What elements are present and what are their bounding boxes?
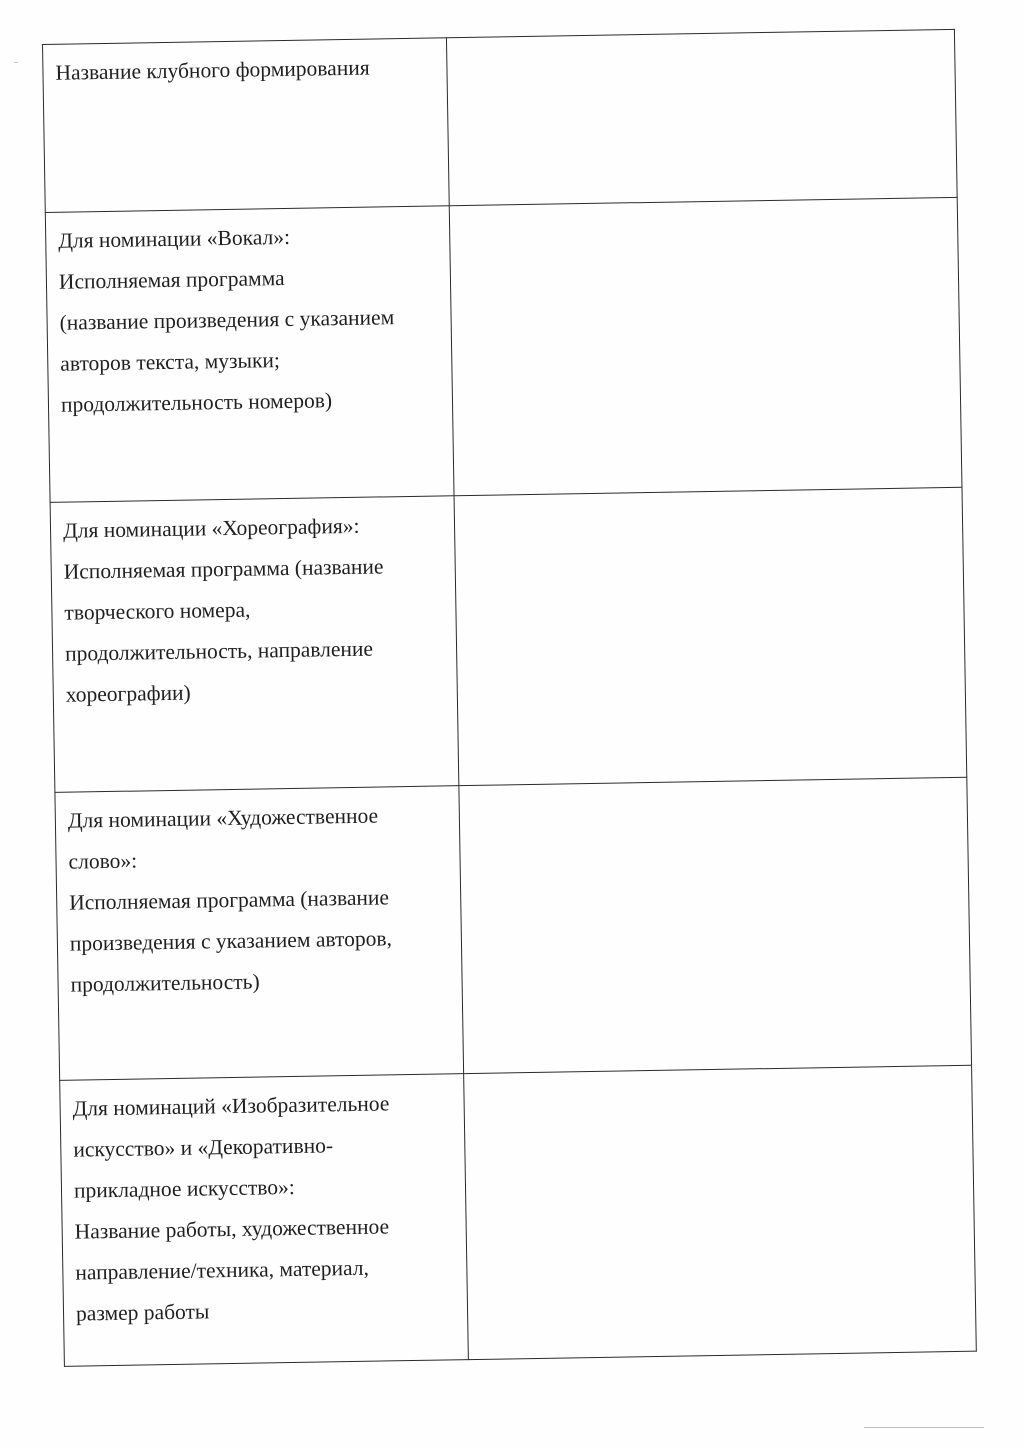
label-line: направление/техника, материал,: [75, 1255, 370, 1285]
label-line: Для номинации «Хореография»:: [62, 513, 360, 543]
form-row-choreography: [50, 487, 967, 792]
label-line: искусство» и «Декоративно-: [73, 1133, 334, 1162]
form-row-artistic-word: [55, 777, 972, 1080]
label-line: продолжительность номеров): [60, 388, 333, 417]
label-line: продолжительность): [70, 969, 260, 997]
form-label-cell: [43, 38, 450, 213]
artistic-word-value-cell[interactable]: [459, 777, 972, 1073]
fine-arts-work-field[interactable]: [464, 1066, 976, 1359]
form-row-club-name: [43, 29, 958, 212]
application-form-table: [42, 29, 977, 1367]
label-line: размер работы: [75, 1299, 210, 1326]
label-line: Исполняемая программа (название: [69, 885, 390, 915]
label-line: Название клубного формирования: [55, 55, 370, 85]
form-label-cell: [50, 496, 459, 793]
artistic-word-program-field[interactable]: [459, 778, 971, 1073]
label-line: слово»:: [68, 848, 138, 874]
choreography-value-cell[interactable]: [454, 487, 967, 785]
label-line: творческого номера,: [64, 597, 251, 625]
form-row-fine-arts: [60, 1065, 977, 1366]
label-line: прикладное искусство»:: [73, 1174, 295, 1203]
label-line: хореографии): [65, 680, 191, 707]
club-name-field[interactable]: [447, 30, 957, 205]
form-label-cell: [45, 206, 454, 503]
label-line: Исполняемая программа: [58, 266, 285, 294]
vocal-value-cell[interactable]: [449, 197, 962, 495]
artistic-word-label: [55, 786, 461, 1006]
label-line: Для номинации «Вокал»:: [58, 224, 291, 253]
fine-arts-value-cell[interactable]: [464, 1065, 977, 1359]
label-line: Название работы, художественное: [74, 1214, 390, 1244]
label-line: Исполняемая программа (название: [63, 554, 384, 584]
club-name-value-cell[interactable]: [446, 29, 957, 205]
label-line: авторов текста, музыки;: [60, 348, 281, 376]
label-line: произведения с указанием авторов,: [69, 926, 393, 956]
vocal-program-field[interactable]: [450, 198, 962, 495]
fine-arts-label: [60, 1074, 467, 1335]
choreography-program-field[interactable]: [455, 488, 967, 785]
form-row-vocal: [45, 197, 962, 502]
label-line: Для номинаций «Изобразительное: [72, 1091, 390, 1121]
label-line: (название произведения с указанием: [59, 305, 395, 335]
scan-artifact-line: [864, 1427, 984, 1428]
label-line: продолжительность, направление: [64, 636, 374, 666]
form-label-cell: [55, 786, 464, 1081]
label-line: Для номинации «Художественное: [67, 803, 379, 833]
scan-artifact-dot: [14, 62, 18, 63]
choreography-label: [51, 496, 457, 716]
form-label-cell: [60, 1074, 469, 1367]
club-name-label: [43, 38, 447, 94]
vocal-label: [46, 206, 452, 426]
